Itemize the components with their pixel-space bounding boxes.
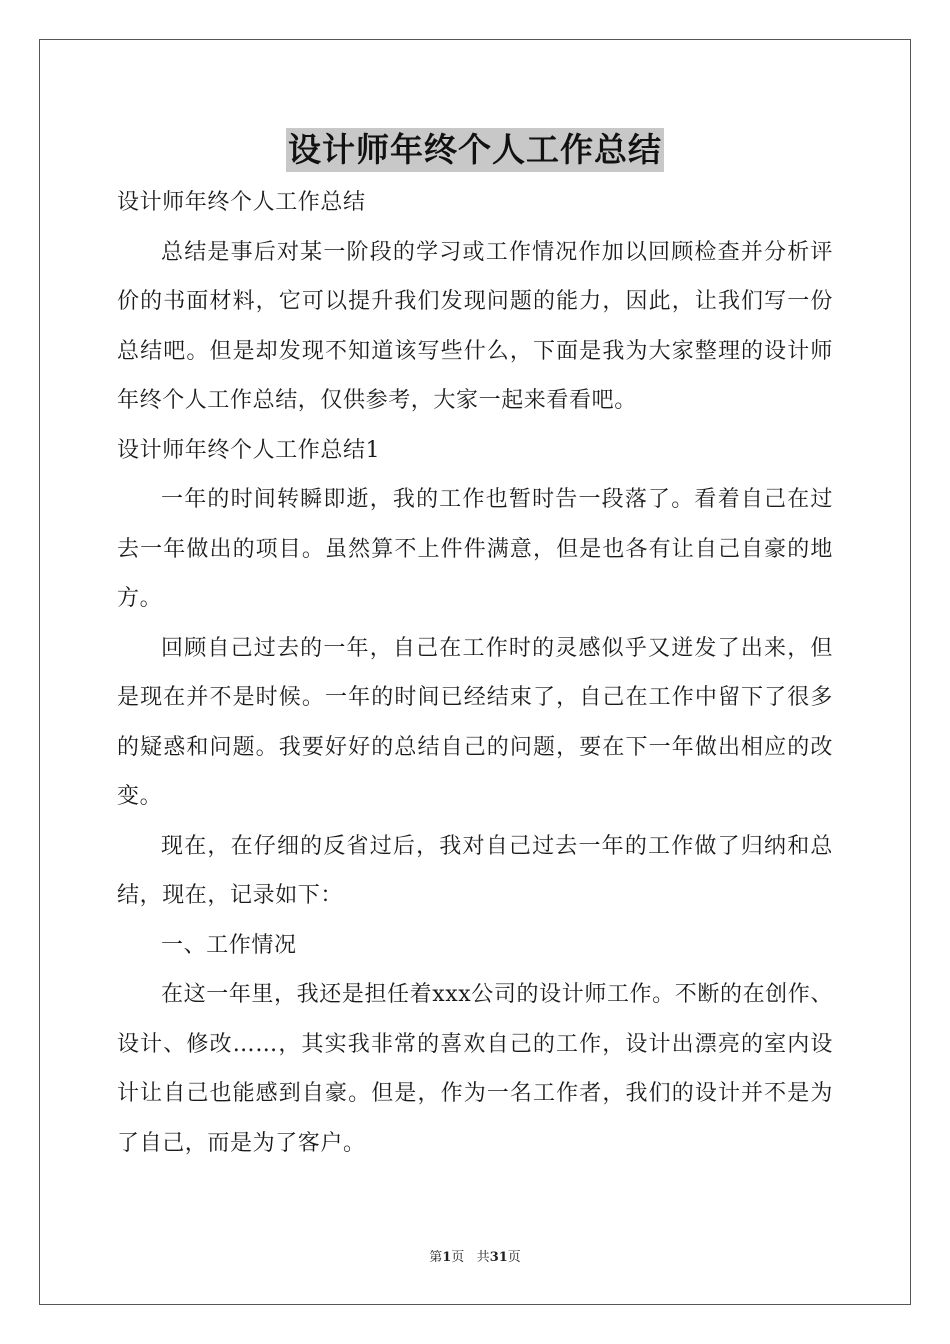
total-page-count: 31: [489, 1250, 508, 1265]
paragraph-6: 一、工作情况: [161, 932, 297, 958]
paragraph-2: 设计师年终个人工作总结1: [117, 437, 381, 463]
paragraph-4: 回顾自己过去的一年，自己在工作时的灵感似乎又迸发了出来，但是现在并不是时候。一年的时间已经结束了，自己在工作中留下了很多的疑惑和问题。我要好好的总结自己的问题，要在下一年做出相应的改变。: [117, 635, 833, 809]
current-page-number: 1: [442, 1250, 452, 1265]
page-label-prefix: 第: [429, 1250, 443, 1265]
total-label-suffix: 页: [507, 1250, 521, 1265]
title-container: [0, 128, 950, 172]
total-label-prefix: 共: [476, 1250, 490, 1265]
document-title: 设计师年终个人工作总结: [286, 128, 664, 172]
paragraph-1: 总结是事后对某一阶段的学习或工作情况作加以回顾检查并分析评价的书面材料，它可以提升我们发现问题的能力，因此，让我们写一份总结吧。但是却发现不知道该写些什么，下面是我为大家整理的设计师年终个人工作总结，仅供参考，大家一起来看看吧。: [117, 239, 833, 413]
page-label-suffix: 页: [451, 1250, 465, 1265]
page-footer: [0, 1246, 950, 1265]
paragraph-3: 一年的时间转瞬即逝，我的工作也暂时告一段落了。看着自己在过去一年做出的项目。虽然算不上件件满意，但是也各有让自己自豪的地方。: [117, 487, 833, 611]
document-body: [117, 178, 833, 1168]
paragraph-0: 设计师年终个人工作总结: [117, 190, 366, 215]
paragraph-7: 在这一年里，我还是担任着xxx公司的设计师工作。不断的在创作、设计、修改……，其实我非常的喜欢自己的工作，设计出漂亮的室内设计让自己也能感到自豪。但是，作为一名工作者，我们的设计并不是为了自己，而是为了客户。: [117, 982, 833, 1156]
paragraph-5: 现在，在仔细的反省过后，我对自己过去一年的工作做了归纳和总结，现在，记录如下：: [117, 833, 833, 908]
